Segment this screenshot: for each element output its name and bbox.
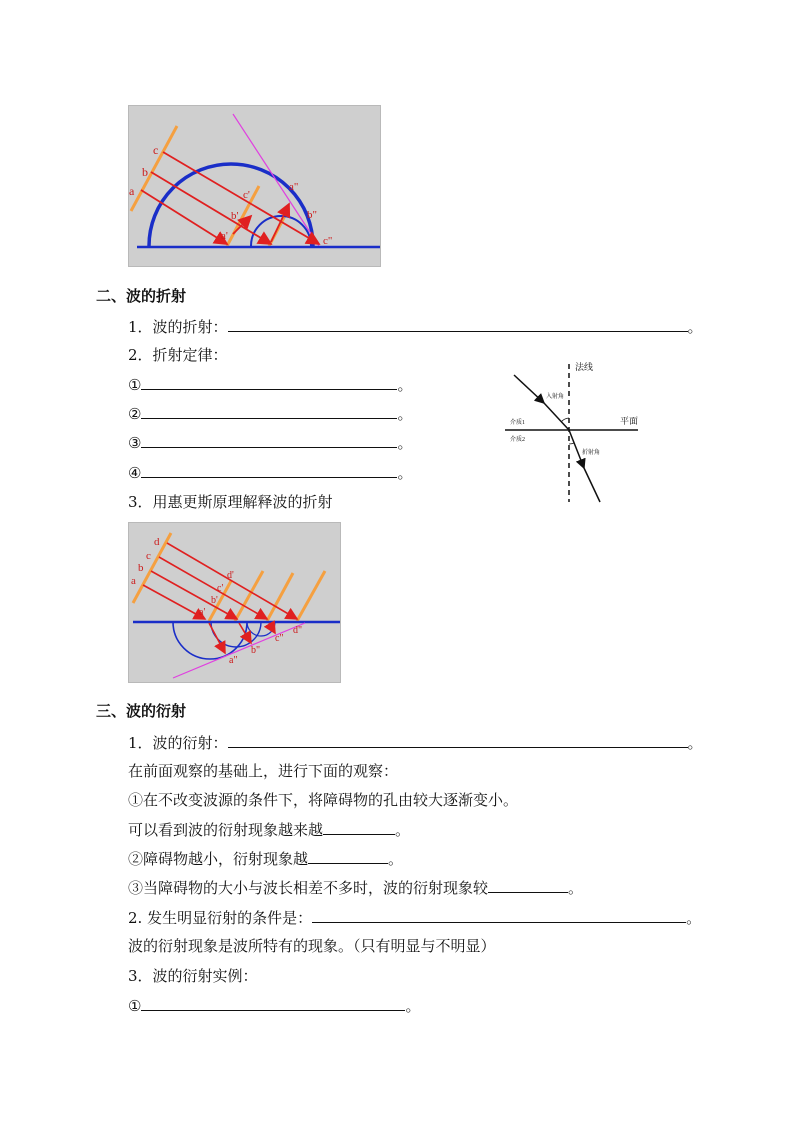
period: 。 xyxy=(397,376,413,394)
diffraction-examples-label: 3．波的衍射实例： xyxy=(128,967,258,985)
observation-3-text: ③当障碍物的大小与波长相差不多时，波的衍射现象较 xyxy=(128,879,489,897)
label-b2: b" xyxy=(251,645,261,656)
example-marker-1: ① xyxy=(128,997,142,1015)
label-c2: c" xyxy=(323,235,333,247)
tangent-line xyxy=(173,623,305,678)
observation-1b-blank[interactable] xyxy=(323,819,395,835)
period: 。 xyxy=(686,909,702,927)
period: 。 xyxy=(687,318,703,336)
observation-2-text: ②障碍物越小，衍射现象越 xyxy=(128,850,309,868)
law-blank-2-line xyxy=(128,403,412,424)
refraction-law-label: 2．折射定律： xyxy=(128,346,228,364)
section3-heading: 三、波的衍射 xyxy=(96,702,187,720)
observation-2-line xyxy=(128,848,403,869)
period: 。 xyxy=(687,734,703,752)
refracted-ray xyxy=(569,430,584,468)
refraction-definition-line xyxy=(128,316,703,337)
label-d2: d" xyxy=(293,625,303,636)
refraction-angle-label: 折射角 xyxy=(582,450,601,456)
ray-d xyxy=(167,543,297,619)
label-a: a xyxy=(129,184,135,198)
law-marker-1: ① xyxy=(128,376,142,394)
period: 。 xyxy=(397,464,413,482)
ray-a xyxy=(143,585,205,619)
diffraction-condition-label: 2. 发生明显衍射的条件是： xyxy=(128,909,313,927)
diffraction-note: 波的衍射现象是波所特有的现象。（只有明显与不明显） xyxy=(128,937,496,955)
label-c1: c' xyxy=(243,189,250,201)
label-b: b xyxy=(138,562,144,574)
wavelet-arc-1 xyxy=(173,622,247,659)
label-c: c xyxy=(146,550,151,562)
label-b1: b' xyxy=(211,595,218,606)
law-blank-3[interactable] xyxy=(141,432,397,448)
observation-2-blank[interactable] xyxy=(308,848,388,864)
huygens-refraction-label: 3．用惠更斯原理解释波的折射 xyxy=(128,493,333,511)
refraction-figure-svg xyxy=(129,523,340,682)
reflection-figure-svg xyxy=(129,106,380,266)
normal-label: 法线 xyxy=(575,362,594,372)
law-marker-2: ② xyxy=(128,405,142,423)
label-a2: a" xyxy=(289,181,299,193)
refraction-definition-blank[interactable] xyxy=(228,316,688,332)
observation-intro: 在前面观察的基础上，进行下面的观察： xyxy=(128,762,399,780)
refraction-figure xyxy=(128,522,341,683)
law-marker-3: ③ xyxy=(128,434,142,452)
refraction-definition-label: 1．波的折射： xyxy=(128,318,228,336)
law-blank-4-line xyxy=(128,462,412,483)
label-a: a xyxy=(131,575,136,587)
label-d: d xyxy=(154,536,160,548)
observation-1b-text: 可以看到波的衍射现象越来越 xyxy=(128,821,324,839)
label-a1: a' xyxy=(221,230,228,242)
observation-1b-line xyxy=(128,819,410,840)
period: 。 xyxy=(388,850,404,868)
ray-c xyxy=(159,557,267,619)
label-b1: b' xyxy=(231,210,239,222)
example-1-blank[interactable] xyxy=(141,995,405,1011)
law-marker-4: ④ xyxy=(128,464,142,482)
wavefront-5 xyxy=(297,571,325,621)
diffraction-definition-label: 1．波的衍射： xyxy=(128,734,228,752)
incident-angle-label: 入射角 xyxy=(546,394,565,400)
label-a1: a' xyxy=(199,607,206,618)
diffraction-definition-blank[interactable] xyxy=(228,732,688,748)
label-b: b xyxy=(142,165,148,179)
refracted-ray-a xyxy=(209,623,225,653)
reflected-ray-b xyxy=(271,204,289,242)
incident-angle-arc xyxy=(561,418,569,422)
label-c1: c' xyxy=(217,583,224,594)
plane-label: 平面 xyxy=(620,416,639,426)
period: 。 xyxy=(397,405,413,423)
law-blank-2[interactable] xyxy=(141,403,397,419)
refracted-ray-b xyxy=(239,623,251,643)
law-blank-3-line xyxy=(128,432,412,453)
period: 。 xyxy=(397,434,413,452)
law-blank-1[interactable] xyxy=(141,374,397,390)
diffraction-condition-blank[interactable] xyxy=(312,907,686,923)
observation-1: ①在不改变波源的条件下，将障碍物的孔由较大逐渐变小。 xyxy=(128,791,519,809)
label-a2: a" xyxy=(229,655,238,666)
refraction-diagram xyxy=(500,356,645,506)
tangent-line xyxy=(233,114,319,246)
observation-3-line xyxy=(128,877,583,898)
label-c: c xyxy=(153,143,159,157)
medium1-label: 介质1 xyxy=(510,420,526,426)
label-c2: c" xyxy=(275,633,284,644)
section2-heading: 二、波的折射 xyxy=(96,287,187,305)
example-1-line xyxy=(128,995,420,1016)
period: 。 xyxy=(395,821,411,839)
law-blank-1-line xyxy=(128,374,412,395)
refracted-ray-tail xyxy=(584,468,600,502)
observation-3-blank[interactable] xyxy=(488,877,568,893)
reflection-figure xyxy=(128,105,381,267)
incident-ray xyxy=(514,375,544,403)
medium2-label: 介质2 xyxy=(510,437,526,443)
refraction-angle-arc xyxy=(569,443,574,444)
period: 。 xyxy=(405,997,421,1015)
law-blank-4[interactable] xyxy=(141,462,397,478)
label-b2: b" xyxy=(307,209,317,221)
incident-ray-tail xyxy=(544,403,569,430)
label-d1: d' xyxy=(227,570,234,581)
diffraction-condition-line xyxy=(128,907,701,928)
period: 。 xyxy=(568,879,584,897)
diffraction-definition-line xyxy=(128,732,703,753)
